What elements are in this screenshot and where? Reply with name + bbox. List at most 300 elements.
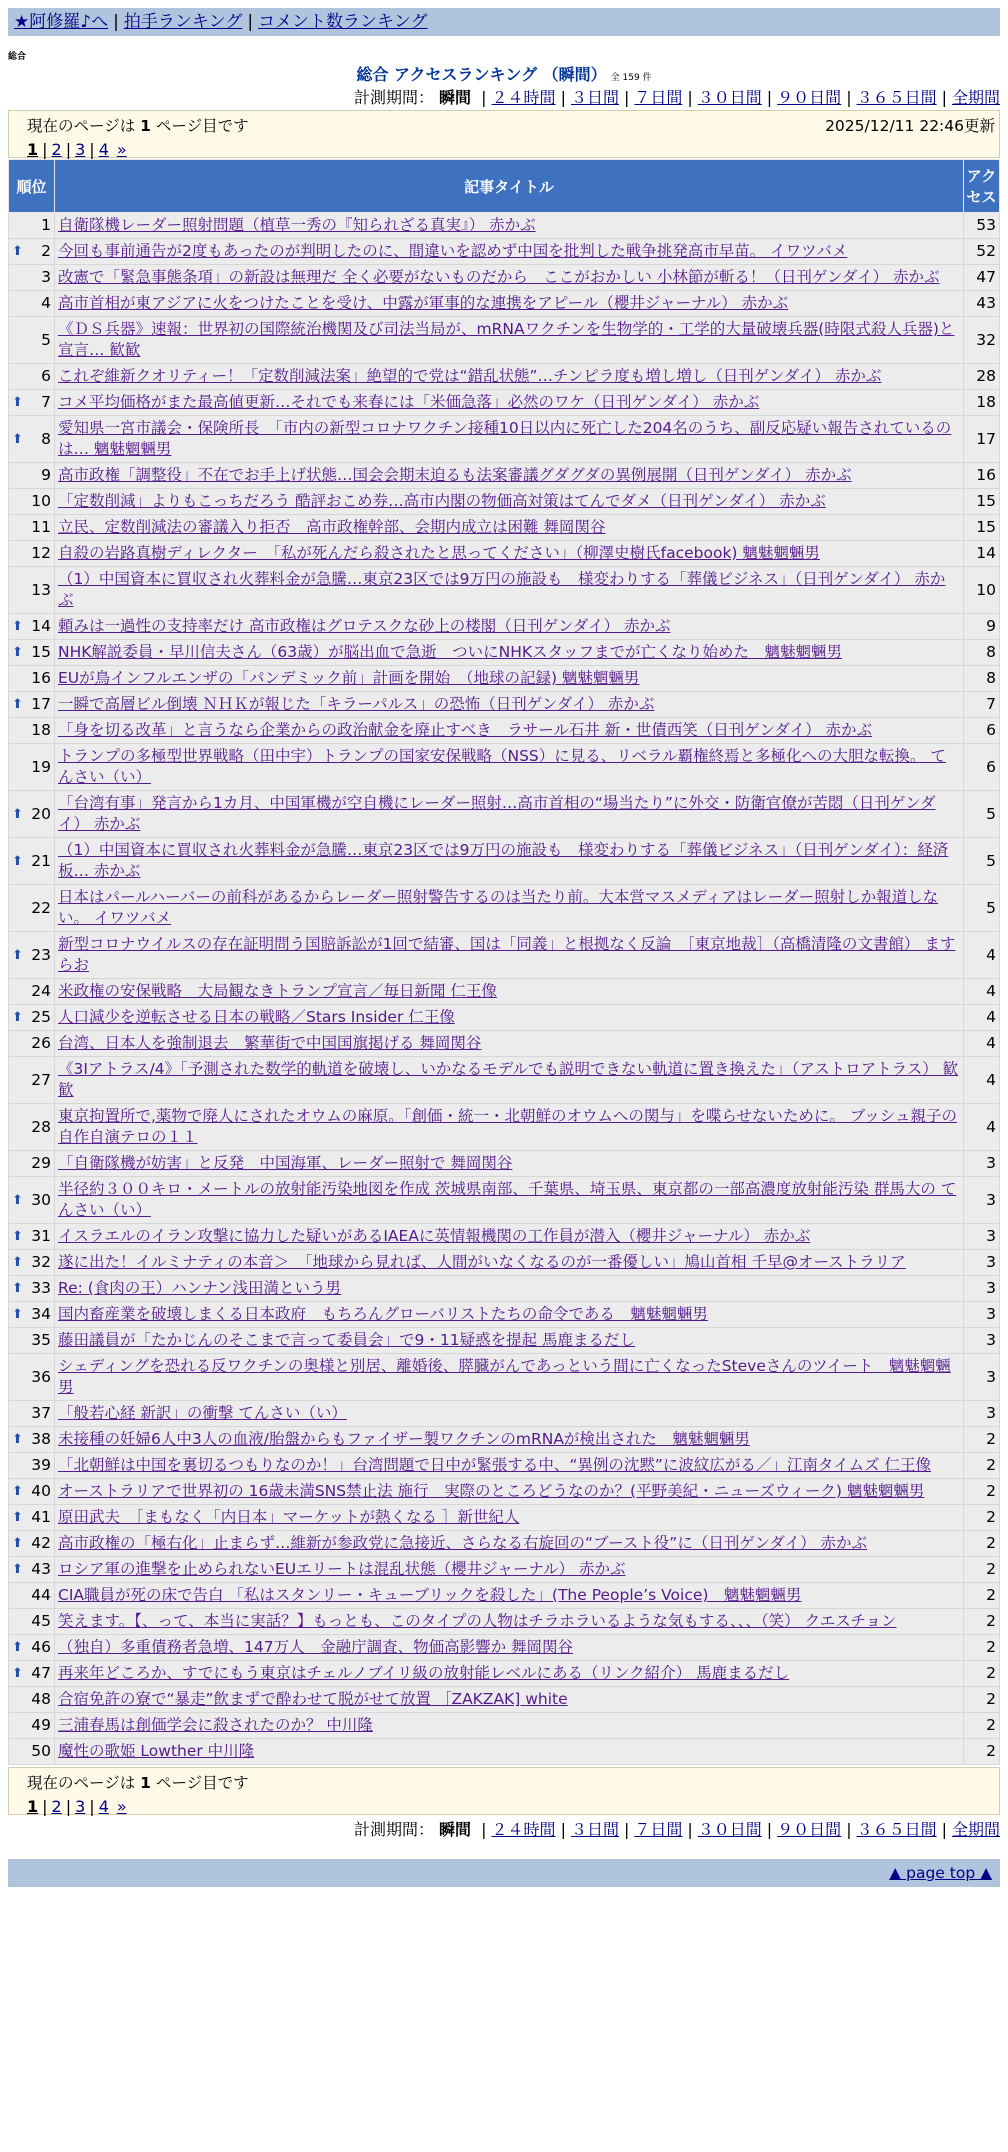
up-arrow-icon: ⬆ [12,1536,23,1551]
table-row [9,364,1000,390]
separator: | [560,1820,566,1839]
separator: | [687,1820,693,1839]
article-link[interactable]: 笑えます。【、って、本当に実話？】もっとも、このタイプの人物はチラホラいるような気もする、、、（笑） クエスチョン [58,1612,897,1630]
access-count: 15 [964,515,1000,541]
table-row [9,239,1000,265]
title-cell [55,1177,964,1224]
title-cell [55,317,964,364]
table-row [9,515,1000,541]
article-link[interactable]: これぞ維新クオリティー！「定数削減法案」絶望的で党は“錯乱状態”…チンピラ度も増し増し（日刊ゲンダイ） 赤かぶ [58,367,882,385]
ranking-heading [8,65,1000,85]
article-link[interactable]: 立民、定数削減法の審議入り拒否 高市政権幹部、会期内成立は困難 舞岡関谷 [58,518,606,536]
period-link[interactable]: ３０日間 [697,1820,762,1839]
rank-number: 3 [41,268,51,286]
pager-link[interactable]: 4 [98,1797,109,1816]
access-count: 9 [964,614,1000,640]
table-row [9,317,1000,364]
rank-cell [9,791,55,838]
pager-link[interactable]: 2 [51,1797,62,1816]
title-cell [55,1224,964,1250]
title-cell [55,932,964,979]
rank-number: 40 [31,1482,51,1500]
rank-number: 18 [31,721,51,739]
period-link[interactable]: ３日間 [570,1820,619,1839]
pager-link[interactable]: 4 [98,140,109,159]
table-row [9,416,1000,463]
article-link[interactable]: 遂に出た！イルミナティの本音＞ 「地球から見れば、人間がいなくなるのが一番優しい」鳩山首相 千早@オーストラリア [58,1253,906,1271]
rank-cell [9,718,55,744]
period-link[interactable]: ３日間 [570,88,619,107]
rank-cell [9,1250,55,1276]
rank-number: 34 [31,1305,51,1323]
article-link[interactable]: 《ＤＳ兵器》速報：世界初の国際統治機関及び司法当局が、mRNAワクチンを生物学的・工学的大量破壊兵器(時限式殺人兵器)と宣言… 歓歓 [58,320,955,359]
up-arrow-icon: ⬆ [12,1010,23,1025]
access-count: 3 [964,1250,1000,1276]
table-row [9,1031,1000,1057]
title-cell [55,239,964,265]
article-link[interactable]: （1）中国資本に買収され火葬料金が急騰…東京23区では9万円の施設も 様変わりする「葬儀ビジネス」（日刊ゲンダイ） 赤かぶ [58,570,946,609]
rank-cell [9,1557,55,1583]
article-link[interactable]: トランプの多極型世界戦略（田中宇）トランプの国家安保戦略（NSS）に見る、リベラル覇権終焉と多極化への大胆な転換。 てんさい（い） [58,747,946,786]
rank-cell [9,291,55,317]
up-arrow-icon: ⬆ [12,1666,23,1681]
title-cell [55,567,964,614]
separator: | [623,88,630,107]
table-row [9,213,1000,239]
separator: | [481,1820,487,1839]
rank-number: 13 [31,580,51,599]
article-link[interactable]: 国内畜産業を破壊しまくる日本政府 もちろんグローバリストたちの命令である 魑魅魍魎男 [58,1305,708,1323]
rank-cell [9,1635,55,1661]
rank-number: 43 [31,1560,51,1578]
rank-cell [9,213,55,239]
pager-link[interactable]: 3 [75,1797,86,1816]
period-link[interactable]: ７日間 [634,1820,683,1839]
title-cell [55,390,964,416]
rank-cell [9,932,55,979]
period-link[interactable]: ９０日間 [777,1820,842,1839]
rank-cell [9,666,55,692]
title-cell [55,1583,964,1609]
access-count: 17 [964,416,1000,463]
article-link[interactable]: 魔性の歌姫 Lowther 中川隆 [58,1742,255,1760]
period-selector-bottom [8,1819,1000,1841]
table-row [9,791,1000,838]
article-link[interactable]: 高市政権の「極右化」止まらず…維新が参政党に急接近、さらなる右旋回の“ブースト役”に（日刊ゲンダイ） 赤かぶ [58,1534,868,1552]
comment-ranking-link[interactable]: コメント数ランキング [258,12,428,32]
article-link[interactable]: 《3Iアトラス/4》「予測された数学的軌道を破壊し、いかなるモデルでも説明できない軌道に置き換えた」（アストロアトラス） 歓歓 [58,1060,959,1099]
up-arrow-icon: ⬆ [12,853,23,869]
pager-link[interactable]: 3 [75,140,86,159]
rank-number: 22 [31,898,51,917]
title-cell [55,364,964,390]
title-cell [55,489,964,515]
access-count: 53 [964,213,1000,239]
article-link[interactable]: コメ平均価格がまた最高値更新…それでも来春には「米価急落」必然のワケ（日刊ゲンダイ） 赤かぶ [58,393,760,411]
separator: | [941,1820,947,1839]
article-link[interactable]: 新型コロナウイルスの存在証明問う国賠訴訟が1回で結審、国は「同義」と根拠なく反論 ［東京地裁］（高橋清隆の文書館） ますらお [58,935,956,974]
article-link[interactable]: （1）中国資本に買収され火葬料金が急騰…東京23区では9万円の施設も 様変わりする「葬儀ビジネス」（日刊ゲンダイ）：経済板… 赤かぶ [58,841,949,880]
table-row [9,541,1000,567]
table-row [9,1635,1000,1661]
up-arrow-icon: ⬆ [12,1255,23,1270]
access-count: 3 [964,1401,1000,1427]
article-link[interactable]: 今回も事前通告が2度もあったのが判明したのに、間違いを認めず中国を批判した戦争挑発高市早苗。 イワツバメ [58,242,848,260]
rank-number: 12 [31,544,51,562]
rank-cell [9,1151,55,1177]
col-title-header: 記事タイトル [55,160,964,213]
up-arrow-icon: ⬆ [12,619,23,634]
access-count: 4 [964,1031,1000,1057]
rank-number: 26 [31,1034,51,1052]
rank-cell [9,1479,55,1505]
access-count: 43 [964,291,1000,317]
article-link[interactable]: Re: (食肉の王）ハンナン浅田満という男 [58,1279,342,1297]
title-cell [55,463,964,489]
pager-next-link[interactable]: » [116,1797,127,1816]
table-row [9,567,1000,614]
period-link[interactable]: ２４時間 [491,1820,556,1839]
separator: | [846,88,852,107]
article-link[interactable]: （独自）多重債務者急増、147万人 金融庁調査、物価高影響か 舞岡関谷 [58,1638,574,1656]
rank-number: 20 [31,804,51,823]
access-count: 4 [964,1005,1000,1031]
table-row [9,265,1000,291]
article-link[interactable]: 米政権の安保戦略 大局観なきトランプ宣言／毎日新聞 仁王像 [58,982,497,1000]
article-link[interactable]: 愛知県一宮市議会・保険所長 「市内の新型コロナワクチン接種10日以内に死亡した204名のうち、副反応疑い報告されているのは… 魑魅魍魎男 [58,419,952,458]
access-count: 3 [964,1224,1000,1250]
access-count: 10 [964,567,1000,614]
rank-number: 5 [41,330,51,349]
access-count: 2 [964,1661,1000,1687]
page-info-prefix: 現在のページは [27,1774,136,1792]
separator: | [65,1797,72,1816]
title-cell [55,1151,964,1177]
table-row [9,692,1000,718]
category-label: 総合 [8,52,27,62]
rank-cell [9,1328,55,1354]
article-link[interactable]: 再来年どころか、すでにもう東京はチェルノブイリ級の放射能レベルにある（リンク紹介） 馬鹿まるだし [58,1664,790,1682]
article-link[interactable]: 台湾、日本人を強制退去 繁華街で中国国旗掲げる 舞岡関谷 [58,1034,482,1052]
article-link[interactable]: 自殺の岩路真樹ディレクター 「私が死んだら殺されたと思ってください」（柳澤史樹氏facebook) 魑魅魍魎男 [58,544,820,562]
rank-cell [9,239,55,265]
table-row [9,1276,1000,1302]
page-info-number: 1 [140,117,151,135]
rank-cell [9,1453,55,1479]
access-count: 2 [964,1583,1000,1609]
period-current: 瞬間 [439,88,472,107]
rank-number: 39 [31,1456,51,1474]
access-count: 2 [964,1479,1000,1505]
article-link[interactable]: 半径約３００キロ・メートルの放射能汚染地図を作成 茨城県南部、千葉県、埼玉県、東京都の一部高濃度放射能汚染 群馬大の てんさい（い） [58,1180,957,1219]
title-cell [55,1531,964,1557]
table-row [9,1739,1000,1765]
access-count: 2 [964,1453,1000,1479]
article-link[interactable]: 未接種の妊婦6人中3人の血液/胎盤からもファイザー製ワクチンのmRNAが検出された 魑魅魍魎男 [58,1430,750,1448]
article-link[interactable]: 頼みは一過性の支持率だけ 高市政権はグロテスクな砂上の楼閣（日刊ゲンダイ） 赤かぶ [58,617,671,635]
table-row [9,489,1000,515]
title-cell [55,291,964,317]
title-cell [55,541,964,567]
title-cell [55,1557,964,1583]
article-link[interactable]: 自衛隊機レーダー照射問題（植草一秀の『知られざる真実』） 赤かぶ [58,216,536,234]
title-cell [55,885,964,932]
clap-ranking-link[interactable]: 拍手ランキング [123,12,243,32]
rank-cell [9,1224,55,1250]
table-row [9,1453,1000,1479]
table-row [9,1661,1000,1687]
period-links [476,88,1000,107]
rank-number: 7 [41,393,51,411]
title-cell [55,1250,964,1276]
article-link[interactable]: 日本はパールハーバーの前科があるからレーダー照射警告するのは当たり前。大本営マスメディアはレーダー照射しか報道しない。 イワツバメ [58,888,939,927]
period-link[interactable]: ３６５日間 [856,1820,937,1839]
separator: | [766,88,773,107]
period-label: 計測期間： [353,1820,434,1839]
separator: | [941,88,947,107]
rank-cell [9,1583,55,1609]
separator: | [42,140,48,159]
top-nav-bar: ★阿修羅♪へ | 拍手ランキング | コメント数ランキング [8,8,1000,36]
access-count: 4 [964,979,1000,1005]
rank-number: 35 [31,1331,51,1349]
title-cell [55,265,964,291]
rank-cell [9,885,55,932]
table-row [9,979,1000,1005]
rank-number: 25 [31,1008,51,1026]
rank-cell [9,1177,55,1224]
page-info-prefix: 現在のページは [27,117,136,135]
table-row [9,744,1000,791]
rank-number: 28 [31,1117,51,1136]
title-cell [55,666,964,692]
up-arrow-icon: ⬆ [12,1484,23,1499]
title-cell [55,692,964,718]
table-row [9,1151,1000,1177]
pager-current: 1 [27,140,39,159]
rank-number: 47 [31,1664,51,1682]
access-count: 28 [964,364,1000,390]
table-row [9,1224,1000,1250]
table-row [9,718,1000,744]
table-row [9,1104,1000,1151]
pager-next-link[interactable]: » [116,140,127,159]
title-cell [55,1609,964,1635]
table-row [9,932,1000,979]
up-arrow-icon: ⬆ [12,806,23,822]
access-count: 5 [964,885,1000,932]
article-link[interactable]: 「身を切る改革」と言うなら企業からの政治献金を廃止すべき ラサール石井 新・世債西笑（日刊ゲンダイ） 赤かぶ [58,721,872,739]
title-cell [55,744,964,791]
article-link[interactable]: EUが鳥インフルエンザの「パンデミック前」計画を開始 （地球の記録) 魑魅魍魎男 [58,669,640,687]
access-count: 47 [964,265,1000,291]
up-arrow-icon: ⬆ [12,1307,23,1322]
table-header-row [9,160,1000,213]
title-cell [55,1739,964,1765]
title-cell [55,1031,964,1057]
table-row [9,1401,1000,1427]
access-count: 3 [964,1354,1000,1401]
article-link[interactable]: イスラエルのイラン攻撃に協力した疑いがあるIAEAに英情報機関の工作員が潜入（櫻井ジャーナル） 赤かぶ [58,1227,811,1245]
article-link[interactable]: 人口減少を逆転させる日本の戦略／Stars Insider 仁王像 [58,1008,455,1026]
article-link[interactable]: ロシア軍の進撃を止められないEUエリートは混乱状態（櫻井ジャーナル） 赤かぶ [58,1560,626,1578]
page-info-suffix: ページ目です [155,117,249,135]
title-cell [55,1328,964,1354]
home-link[interactable]: ★阿修羅♪へ [14,12,109,32]
access-count: 52 [964,239,1000,265]
article-link[interactable]: 「定数削減」よりもこっちだろう 酷評おこめ券…高市内閣の物価高対策はてんでダメ（日刊ゲンダイ） 赤かぶ [58,492,826,510]
access-count: 5 [964,791,1000,838]
rank-cell [9,1057,55,1104]
rank-cell [9,265,55,291]
page-title: 総合 アクセスランキング （瞬間） [356,65,607,84]
access-count: 4 [964,1057,1000,1104]
article-link[interactable]: オーストラリアで世界初の 16歳未満SNS禁止法 施行 実際のところどうなのか？(平野美紀・ニューズウィーク) 魑魅魍魎男 [58,1482,925,1500]
table-row [9,1250,1000,1276]
separator: | [560,88,566,107]
access-count: 6 [964,744,1000,791]
up-arrow-icon: ⬆ [12,645,23,660]
article-link[interactable]: 東京拘置所で,薬物で廃人にされたオウムの麻原。「創価・統一・北朝鮮のオウムへの関与」を喋らせないために。 ブッシュ親子の自作自演テロの１１ [58,1107,957,1146]
page-info-suffix: ページ目です [155,1774,249,1792]
rank-cell [9,1687,55,1713]
rank-number: 19 [31,757,51,776]
rank-cell [9,1401,55,1427]
rank-number: 29 [31,1154,51,1172]
rank-number: 11 [31,518,51,536]
article-link[interactable]: シェディングを恐れる反ワクチンの奥様と別居、離婚後、膵臓がんであっという間に亡くなったSteveさんのツイート 魑魅魍魎男 [58,1357,951,1396]
rank-cell [9,838,55,885]
col-rank-header: 順位 [9,160,55,213]
rank-number: 50 [31,1742,51,1760]
article-link[interactable]: 一瞬で高層ビル倒壊 ＮＨＫが報じた「キラーパルス」の恐怖（日刊ゲンダイ） 赤かぶ [58,695,655,713]
rank-number: 1 [41,216,51,234]
page-info-bottom [8,1767,1000,1815]
article-link[interactable]: 藤田議員が「たかじんのそこまで言って委員会」で9・11疑惑を提起 馬鹿まるだし [58,1331,636,1349]
rank-number: 33 [31,1279,51,1297]
period-link[interactable]: 全期間 [951,1820,1000,1839]
separator: | [687,88,693,107]
up-arrow-icon: ⬆ [12,697,23,712]
article-link[interactable]: 原田武夫 ［まもなく「内日本」マーケットが熱くなる ］新世紀人 [58,1508,520,1526]
rank-cell [9,1427,55,1453]
title-cell [55,1687,964,1713]
rank-number: 17 [31,695,51,713]
table-row [9,1557,1000,1583]
article-link[interactable]: 高市首相が東アジアに火をつけたことを受け、中露が軍事的な連携をアピール（櫻井ジャーナル） 赤かぶ [58,294,789,312]
article-link[interactable]: 三浦春馬は創価学会に殺されたのか？ 中川隆 [58,1716,373,1734]
table-row [9,1479,1000,1505]
title-cell [55,838,964,885]
article-link[interactable]: 「自衛隊機が妨害」と反発 中国海軍、レーダー照射で 舞岡関谷 [58,1154,513,1172]
rank-number: 23 [31,945,51,964]
article-link[interactable]: 合宿免許の寮で“暴走”飲まずで酔わせて脱がせて放置 ［ZAKZAK] white [58,1690,568,1708]
table-row [9,390,1000,416]
page-info-number: 1 [140,1774,151,1792]
rank-cell [9,416,55,463]
article-link[interactable]: 高市政権「調整役」不在でお手上げ状態…国会会期末迫るも法案審議グダグダの異例展開（日刊ゲンダイ） 赤かぶ [58,466,852,484]
title-cell [55,213,964,239]
rank-cell [9,489,55,515]
article-link[interactable]: CIA職員が死の床で告白 「私はスタンリー・キューブリックを殺した」(The People’s Voice) 魑魅魍魎男 [58,1586,802,1604]
up-arrow-icon: ⬆ [12,1192,23,1208]
rank-cell [9,463,55,489]
up-arrow-icon: ⬆ [12,1562,23,1577]
page-top-link[interactable]: ▲ page top ▲ [889,1864,992,1882]
rank-cell [9,1104,55,1151]
rank-cell [9,515,55,541]
period-link[interactable]: ３０日間 [697,88,762,107]
title-cell [55,1005,964,1031]
access-count: 32 [964,317,1000,364]
access-count: 2 [964,1635,1000,1661]
table-row [9,1005,1000,1031]
rank-cell [9,1713,55,1739]
period-link[interactable]: ７日間 [634,88,683,107]
title-cell [55,416,964,463]
title-cell [55,791,964,838]
pager-link[interactable]: 2 [51,140,62,159]
article-link[interactable]: 「北朝鮮は中国を裏切るつもりなのか！」台湾問題で日中が緊張する中、“異例の沈黙”に波紋広がる／」江南タイムズ 仁王像 [58,1456,932,1474]
table-row [9,666,1000,692]
up-arrow-icon: ⬆ [12,431,23,447]
article-link[interactable]: NHK解説委員・早川信夫さん（63歳）が脳出血で急逝 ついにNHKスタッフまでが亡くなり始めた 魑魅魍魎男 [58,643,843,661]
rank-number: 27 [31,1070,51,1089]
rank-cell [9,1005,55,1031]
table-row [9,1328,1000,1354]
up-arrow-icon: ⬆ [12,1510,23,1525]
rank-cell [9,1505,55,1531]
access-count: 18 [964,390,1000,416]
rank-cell [9,1661,55,1687]
ranking-table-body [9,213,1000,1765]
rank-number: 46 [31,1638,51,1656]
rank-cell [9,1354,55,1401]
article-link[interactable]: 「般若心経 新訳」の衝撃 てんさい（い） [58,1404,347,1422]
period-link[interactable]: 全期間 [951,88,1000,107]
pager-current: 1 [27,1797,39,1816]
rank-number: 15 [31,643,51,661]
access-count: 8 [964,666,1000,692]
rank-number: 9 [41,466,51,484]
table-row [9,885,1000,932]
rank-number: 31 [31,1227,51,1245]
rank-number: 30 [31,1190,51,1209]
table-row [9,1057,1000,1104]
period-selector-top [8,87,1000,109]
access-count: 14 [964,541,1000,567]
separator: | [89,140,95,159]
table-row [9,463,1000,489]
rank-cell [9,1302,55,1328]
rank-number: 21 [31,851,51,870]
rank-cell [9,1531,55,1557]
table-row [9,838,1000,885]
rank-number: 41 [31,1508,51,1526]
article-link[interactable]: 改憲で「緊急事態条項」の新設は無理だ 全く必要がないものだから ここがおかしい 小林節が斬る！（日刊ゲンダイ） 赤かぶ [58,268,940,286]
rank-number: 44 [31,1586,51,1604]
pager-top [27,140,993,159]
access-count: 2 [964,1739,1000,1765]
title-cell [55,515,964,541]
pager-bottom [27,1797,993,1816]
rank-number: 42 [31,1534,51,1552]
title-cell [55,1713,964,1739]
article-link[interactable]: 「台湾有事」発言から1カ月、中国軍機が空自機にレーダー照射…高市首相の“場当たり”に外交・防衛官僚が苦悶（日刊ゲンダイ） 赤かぶ [58,794,936,833]
period-link[interactable]: ２４時間 [491,88,556,107]
period-link[interactable]: ３６５日間 [856,88,937,107]
period-link[interactable]: ９０日間 [777,88,842,107]
